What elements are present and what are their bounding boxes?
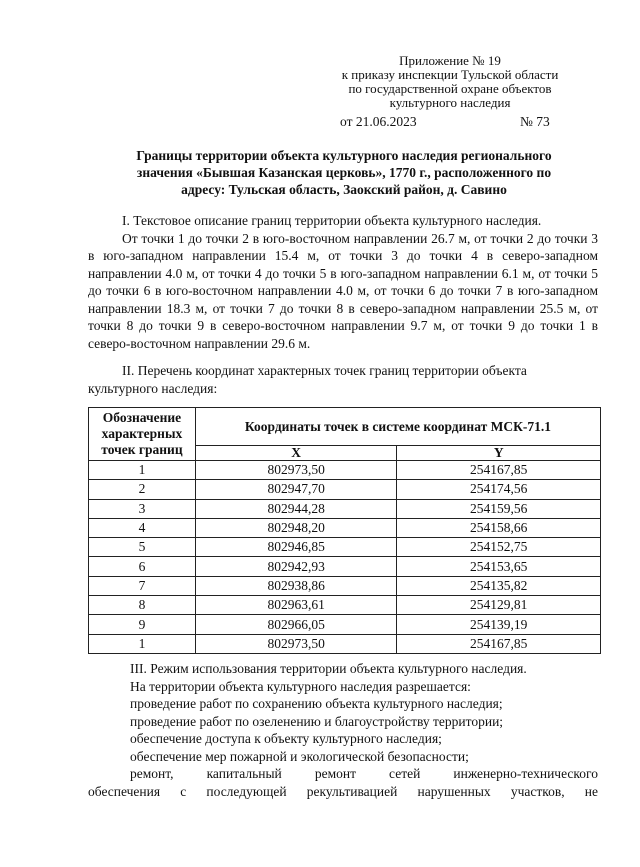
- table-row: [89, 557, 601, 576]
- section-3-line-5: обеспечение мер пожарной и экологической безопасности;: [130, 748, 469, 764]
- section-2: [88, 362, 598, 397]
- point-id: 5: [89, 538, 196, 557]
- section-3-line-3: проведение работ по озеленению и благоустройству территории;: [130, 713, 504, 729]
- point-id: 7: [89, 576, 196, 595]
- point-x: 802946,85: [195, 538, 397, 557]
- section-3-heading: III. Режим использования территории объекта культурного наследия.: [130, 661, 527, 676]
- order-date: от 21.06.2023: [340, 114, 417, 129]
- coordinates-table: [88, 407, 601, 654]
- point-x: 802938,86: [195, 576, 397, 595]
- point-y: 254159,56: [397, 499, 601, 518]
- order-number: № 73: [520, 114, 550, 129]
- point-id: 3: [89, 499, 196, 518]
- section-2-heading: II. Перечень координат характерных точек границ территории объекта культурного наследия:: [88, 363, 527, 396]
- point-id: 4: [89, 518, 196, 537]
- table-row: [89, 596, 601, 615]
- table-row: [89, 538, 601, 557]
- point-x: 802947,70: [195, 480, 397, 499]
- point-id: 9: [89, 615, 196, 634]
- col-header-x: X: [195, 446, 397, 461]
- title-line-3: адресу: Тульская область, Заокский район, д. Савино: [181, 182, 507, 197]
- point-id: 8: [89, 596, 196, 615]
- table-row: [89, 634, 601, 653]
- point-y: 254167,85: [397, 634, 601, 653]
- point-y: 254174,56: [397, 480, 601, 499]
- title-line-2: значения «Бывшая Казанская церковь», 1770 г., расположенного по: [136, 165, 552, 180]
- section-1-body: От точки 1 до точки 2 в юго-восточном направлении 26.7 м, от точки 2 до точки 3 в юго-западном направлении 15.4 м, от точки 3 до точки 4 в северо-западном направлении 4.0 м, от точки 4 до точки 5 в юго-западном направлении 6.1 м, от точки 5 до точки 6 в юго-восточном направлении 4.0 м, от точки 6 до точки 7 в юго-западном направлении 18.3 м, от точки 7 до точки 8 в северо-западном направлении 25.5 м, от точки 8 до точки 9 в северо-восточном направлении 9.7 м, от точки 9 до точки 1 в северо-восточном направлении 29.6 м.: [88, 230, 598, 351]
- point-y: 254139,19: [397, 615, 601, 634]
- section-3-line-7: обеспечения с последующей рекультивацией нарушенных участков, не: [88, 783, 598, 799]
- table-row: [89, 461, 601, 480]
- table-row: [89, 518, 601, 537]
- point-y: 254158,66: [397, 518, 601, 537]
- col-header-y: Y: [397, 446, 601, 461]
- point-y: 254135,82: [397, 576, 601, 595]
- section-3-line-6: ремонт, капитальный ремонт сетей инженерно-технического: [130, 766, 598, 781]
- point-id: 6: [89, 557, 196, 576]
- point-id: 1: [89, 634, 196, 653]
- appendix-line-4: культурного наследия: [389, 95, 511, 110]
- point-y: 254153,65: [397, 557, 601, 576]
- point-x: 802948,20: [195, 518, 397, 537]
- section-3: [88, 660, 598, 800]
- point-x: 802973,50: [195, 634, 397, 653]
- section-3-line-2: проведение работ по сохранению объекта культурного наследия;: [130, 696, 503, 711]
- point-y: 254167,85: [397, 461, 601, 480]
- col-header-coordinates: Координаты точек в системе координат МСК-71.1: [195, 408, 600, 446]
- table-row: [89, 576, 601, 595]
- point-y: 254152,75: [397, 538, 601, 557]
- appendix-line-2: к приказу инспекции Тульской области: [341, 67, 559, 82]
- appendix-line-3: по государственной охране объектов: [348, 81, 552, 96]
- point-id: 2: [89, 480, 196, 499]
- section-1-heading: I. Текстовое описание границ территории объекта культурного наследия.: [122, 213, 542, 228]
- col-header-points: Обозначение характерных точек границ: [89, 408, 196, 461]
- point-x: 802963,61: [195, 596, 397, 615]
- point-x: 802973,50: [195, 461, 397, 480]
- table-row: [89, 480, 601, 499]
- point-x: 802942,93: [195, 557, 397, 576]
- point-y: 254129,81: [397, 596, 601, 615]
- title-line-1: Границы территории объекта культурного наследия регионального: [136, 148, 552, 163]
- section-3-line-4: обеспечение доступа к объекту культурного наследия;: [130, 731, 442, 746]
- table-row: [89, 615, 601, 634]
- point-x: 802944,28: [195, 499, 397, 518]
- section-3-line-1: На территории объекта культурного наследия разрешается:: [130, 678, 471, 694]
- table-row: [89, 499, 601, 518]
- point-id: 1: [89, 461, 196, 480]
- appendix-line-1: Приложение № 19: [399, 53, 501, 68]
- appendix-block: [300, 54, 600, 110]
- document-title: [90, 147, 598, 198]
- section-1: [88, 212, 598, 352]
- point-x: 802966,05: [195, 615, 397, 634]
